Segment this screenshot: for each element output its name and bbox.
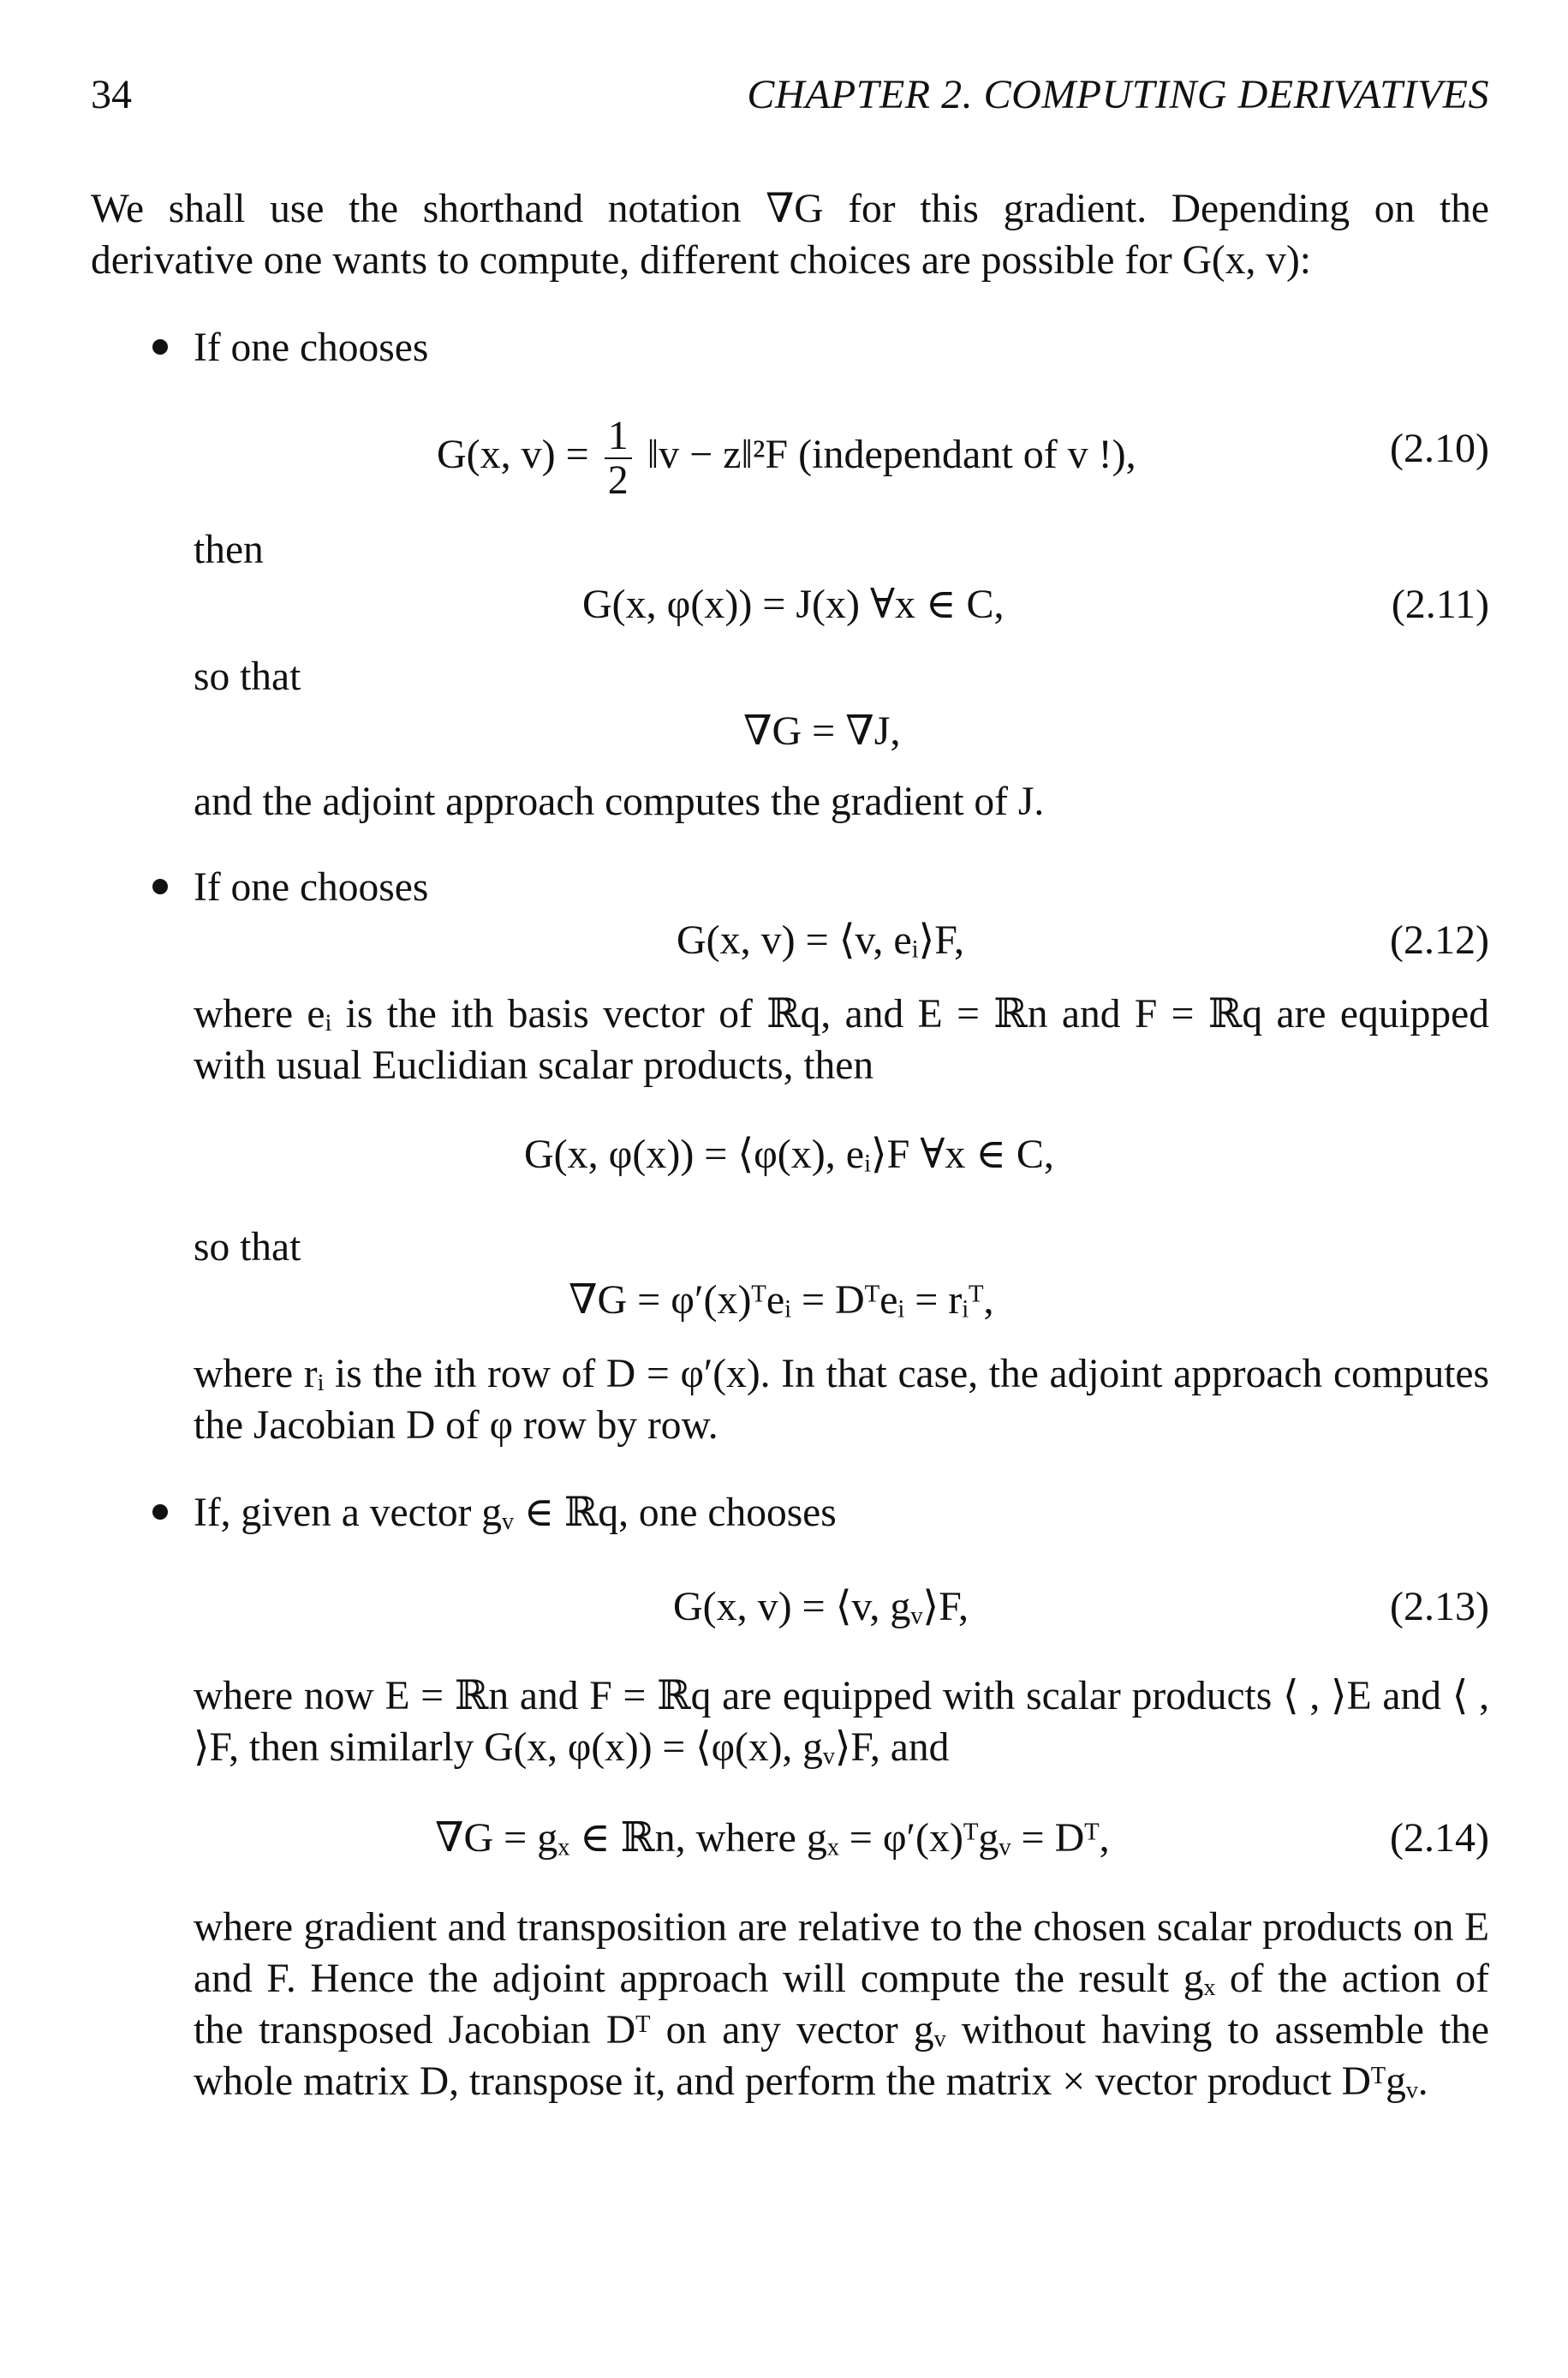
bullet-3-dot <box>152 1504 168 1520</box>
equation-2-14: ∇G = gₓ ∈ ℝn, where gₓ = φ′(x)ᵀgᵥ = Dᵀ, <box>435 1815 1110 1861</box>
eq-2-10-rhs: ‖v − z‖²F (independant of v !), <box>647 432 1136 478</box>
equation-2-13: G(x, v) = ⟨v, gᵥ⟩F, <box>673 1584 969 1629</box>
bullet-1-dot <box>152 339 168 355</box>
page-number: 34 <box>91 72 132 117</box>
eq-number-2-13: (2.13) <box>1390 1584 1489 1629</box>
bullet-1-lead: If one chooses <box>194 326 429 370</box>
equation-2-11: G(x, φ(x)) = J(x) ∀x ∈ C, <box>582 582 1005 627</box>
equation-2-10 <box>437 415 1136 502</box>
final-paragraph: where gradient and transposition are relative to the chosen scalar products on E and F. Hence the adjoint approach will compute the result gₓ of the action of the transposed Jacobian Dᵀ on any vector gᵥ without having to assemble the whole matrix D, transpose it, and perform the matrix × vector product Dᵀgᵥ. <box>194 1905 1489 2104</box>
text-then: then <box>194 528 264 572</box>
running-head: CHAPTER 2. COMPUTING DERIVATIVES <box>747 72 1489 117</box>
eq-number-2-12: (2.12) <box>1390 917 1489 963</box>
eq-2-10-lhs: G(x, v) = <box>437 432 589 478</box>
eq-2-10-fraction <box>605 415 632 502</box>
intro-paragraph: We shall use the shorthand notation ∇G for this gradient. Depending on the derivative one wants to compute, different choices are possible for G(x, v): <box>91 187 1489 283</box>
bullet-2-dot <box>152 879 168 894</box>
eq-number-2-11: (2.11) <box>1391 582 1489 627</box>
text-so-that-1: so that <box>194 654 301 699</box>
eq-number-2-10: (2.10) <box>1390 426 1489 471</box>
bullet-3-lead: If, given a vector gᵥ ∈ ℝq, one chooses <box>194 1491 837 1535</box>
eq-number-2-14: (2.14) <box>1390 1815 1489 1861</box>
bullet-2-conclusion: where rᵢ is the ith row of D = φ′(x). In that case, the adjoint approach computes the Jacobian D of φ row by row. <box>194 1352 1489 1448</box>
equation-2-12: G(x, v) = ⟨v, eᵢ⟩F, <box>677 917 965 963</box>
bullet-1-conclusion: and the adjoint approach computes the gradient of J. <box>194 780 1045 824</box>
equation-unnumbered-1: G(x, φ(x)) = ⟨φ(x), eᵢ⟩F ∀x ∈ C, <box>524 1132 1054 1177</box>
eq-2-10-frac-den: 2 <box>607 457 629 503</box>
equation-grad-row: ∇G = φ′(x)ᵀeᵢ = Dᵀeᵢ = rᵢᵀ, <box>569 1277 994 1323</box>
bullet-3-where: where now E = ℝn and F = ℝq are equipped with scalar products ⟨ , ⟩E and ⟨ , ⟩F, then similarly G(x, φ(x)) = ⟨φ(x), gᵥ⟩F, and <box>194 1674 1489 1770</box>
text-so-that-2: so that <box>194 1225 301 1270</box>
bullet-2-lead: If one chooses <box>194 865 429 910</box>
eq-2-10-frac-num: 1 <box>605 415 632 459</box>
equation-grad-j: ∇G = ∇J, <box>743 708 901 754</box>
bullet-2-where: where eᵢ is the ith basis vector of ℝq, and E = ℝn and F = ℝq are equipped with usual Euclidian scalar products, then <box>194 992 1489 1088</box>
